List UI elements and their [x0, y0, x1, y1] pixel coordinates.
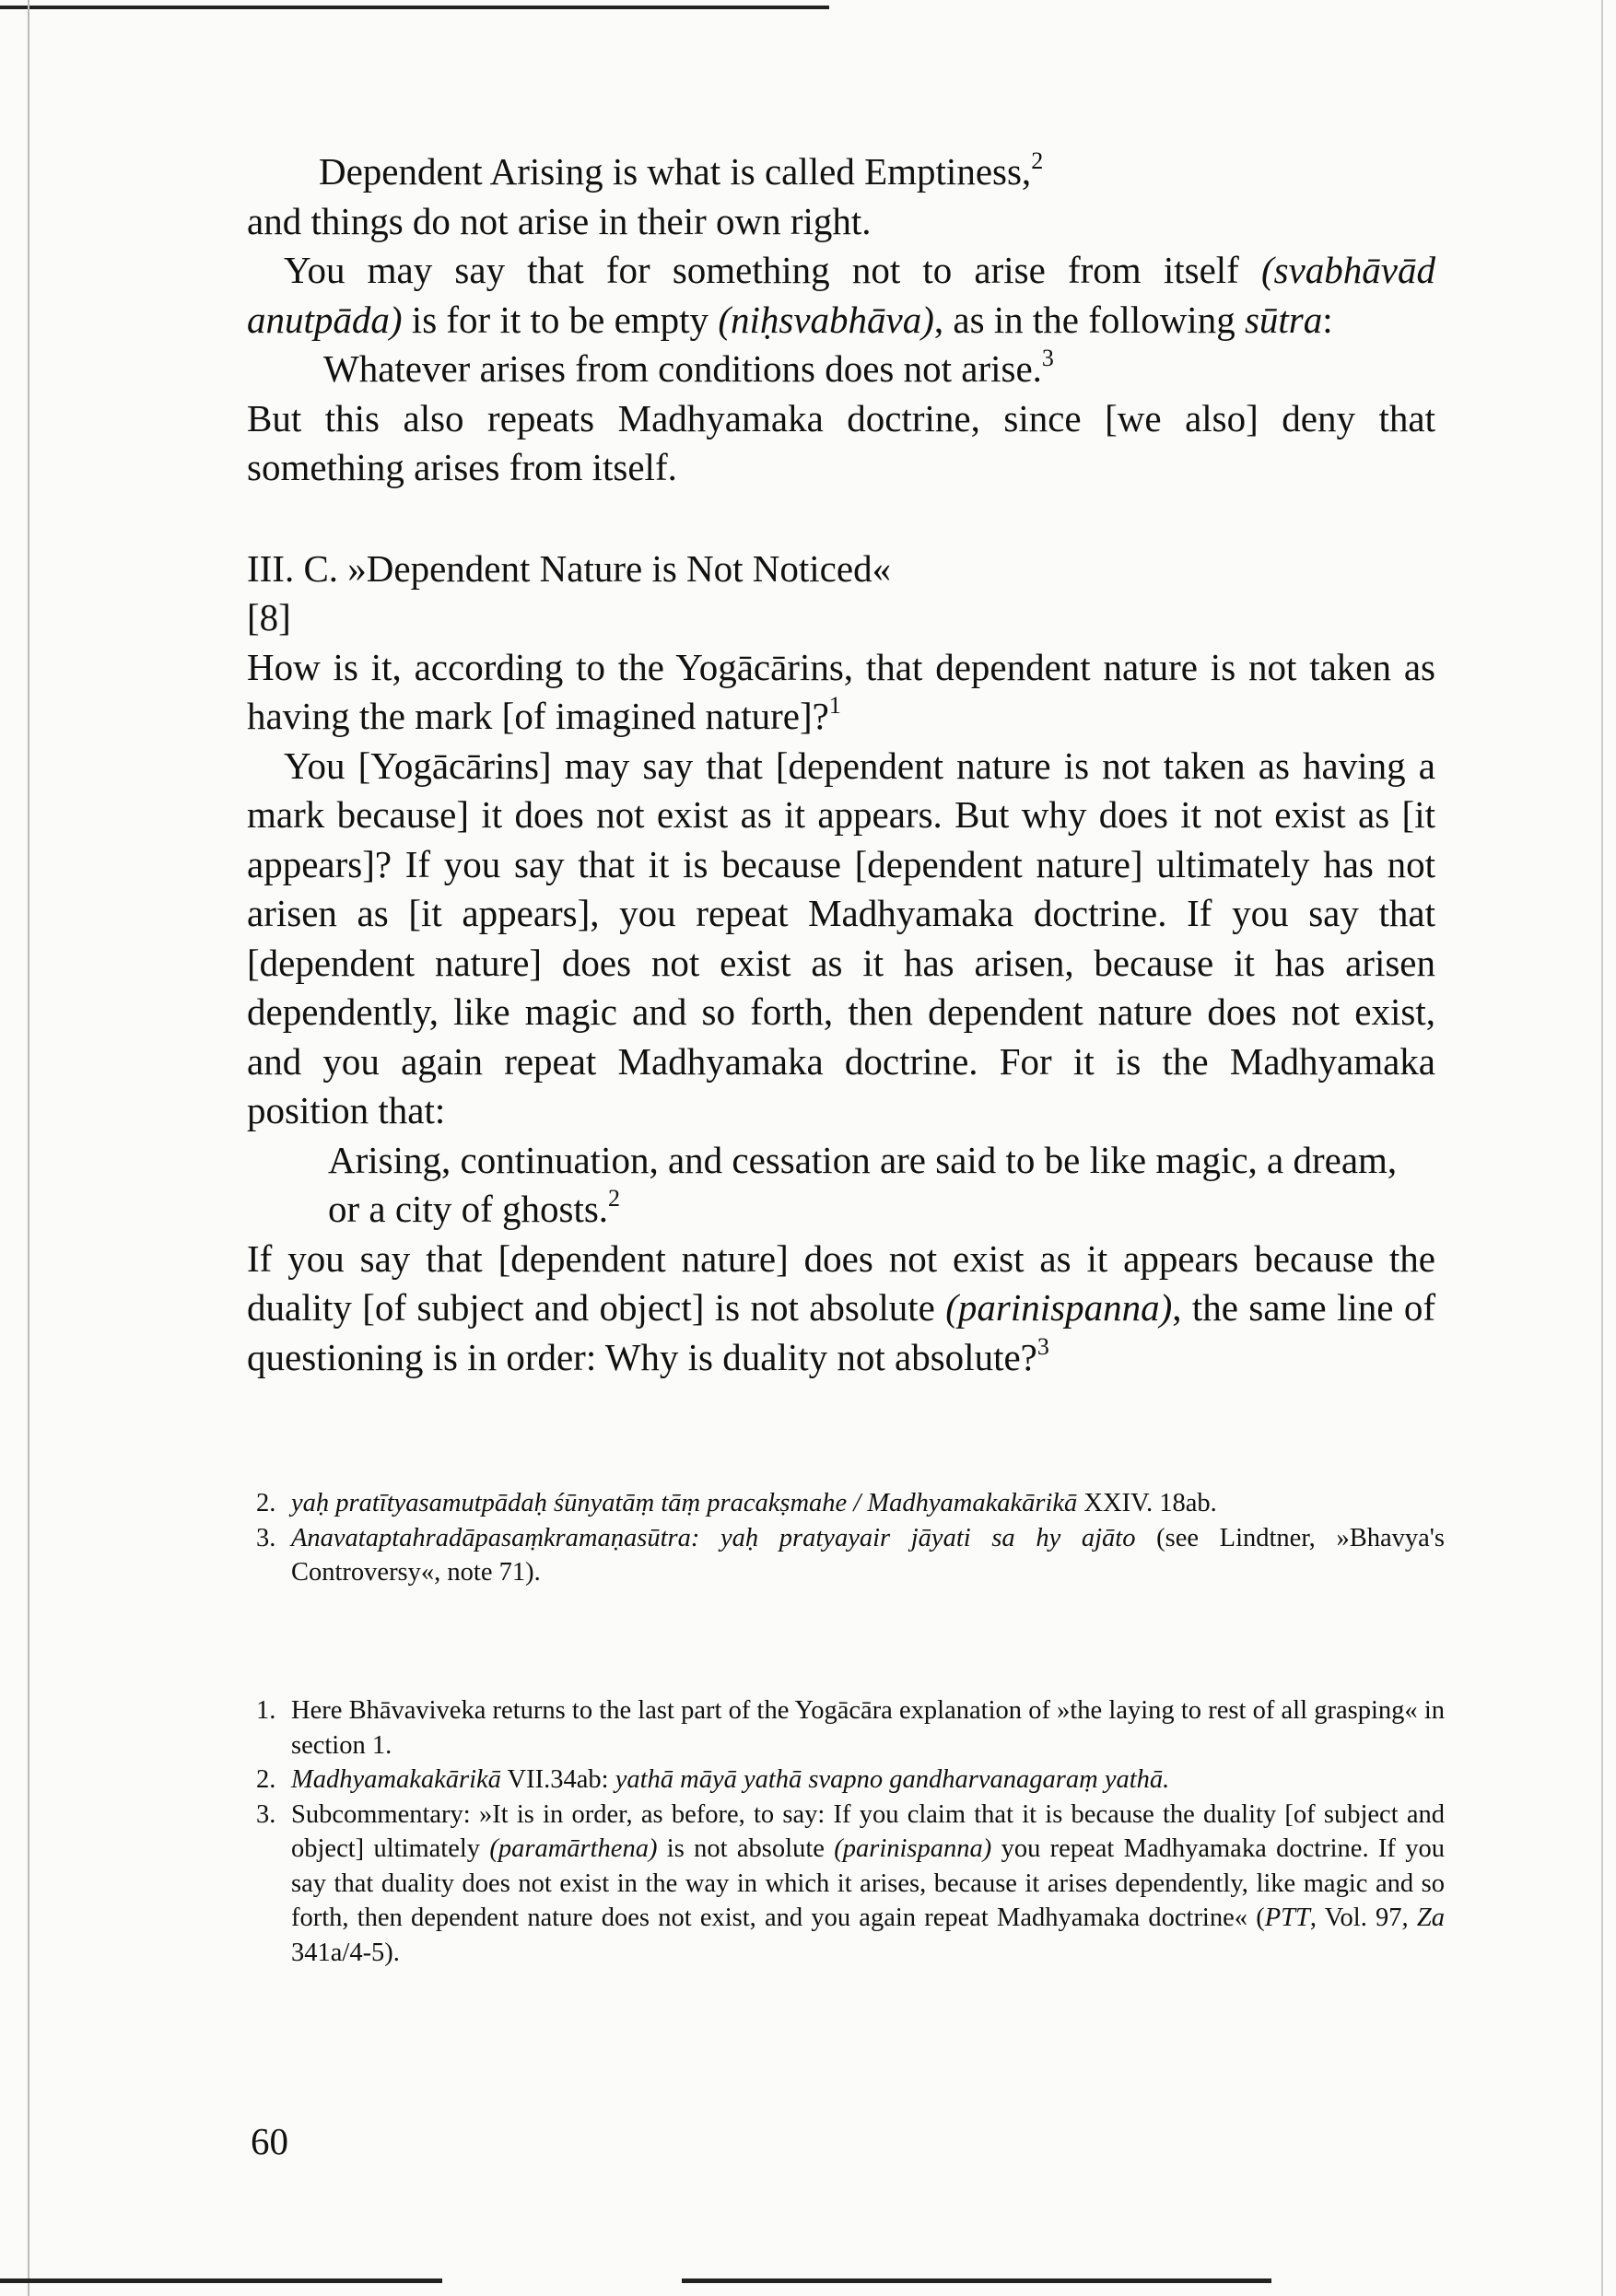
paragraph-5: You [Yogācārins] may say that [dependent nature is not taken as having a mark because] it does not exist as it appears. But why does it not exist as [it appears]? If you say that it is because [dependent nature] ultimately has not arisen as [it appears], you repeat Madhyamaka doctrine. If you say that [dependent nature] does not exist as it has arisen, because it has arisen dependently, like magic and so forth, then dependent nature does not exist, and you again repeat Madhyamaka doctrine. For it is the Madhyamaka position that: [247, 744, 1435, 1131]
footnotes-previous-page [256, 1486, 1445, 1590]
section-heading: III. C. »Dependent Nature is Not Noticed« [247, 546, 892, 590]
footnote-ref: 2 [1031, 147, 1044, 174]
footnote-item: 2. Madhyamakakārikā VII.34ab: yathā māyā yathā svapno gandharvanagaraṃ yathā. [256, 1765, 1170, 1794]
footnote-item: 3. Subcommentary: »It is in order, as before, to say: If you claim that it is because the duality [of subject and object] ultimately (paramārthena) is not absolute (parinispanna) you repeat Madhyamaka doctrine. If you say that duality does not exist in the way in which it arises, because it arises dependently, like magic and so forth, then dependent nature does not exist, and you again repeat Madhyamaka doctrine« (PTT, Vol. 97, Za 341a/4-5). [256, 1799, 1446, 1967]
footnote-ref: 3 [1036, 1332, 1049, 1360]
paragraph-3: But this also repeats Madhyamaka doctrine, since [we also] deny that something arises from itself. [247, 396, 1435, 488]
paragraph-6: If you say that [dependent nature] does not exist as it appears because the duality [of subject and object] is not absolute (parinispanna), the same line of questioning is in order: Why is duality not absolute?$^3$ [247, 1236, 1436, 1378]
footnote-ref: 1 [828, 692, 841, 719]
quote-1: Whatever arises from conditions does not arise.$^3$ [323, 345, 1054, 390]
footnote-item: 1. Here Bhāvaviveka returns to the last part of the Yogācāra explanation of »the laying to rest of all grasping« in section 1. [256, 1696, 1445, 1760]
verse-1: Dependent Arising is what is called Emptiness,$^2$ [319, 147, 1044, 193]
scan-edge-top [0, 6, 829, 9]
scan-edge-right [1601, 0, 1603, 2296]
scan-edge-left [28, 0, 29, 2296]
page-number: 60 [251, 2120, 288, 2162]
paragraph-4: How is it, according to the Yogācārins, that dependent nature is not taken as having the mark [of imagined nature]?$^1$ [247, 645, 1435, 737]
scan-edge-bottom [0, 2278, 1616, 2283]
footnote-item: 2. yaḥ pratītyasamutpādaḥ śūnyatāṃ tāṃ pracakṣmahe / Madhyamakakārikā XXIV. 18ab. [256, 1489, 1217, 1517]
verse-1-cont: and things do not arise in their own right. [247, 199, 872, 242]
footnote-ref: 3 [1041, 345, 1054, 371]
quote-2: Arising, continuation, and cessation are said to be like magic, a dream, or a city of ghosts.$^2$ [328, 1138, 1398, 1230]
section-number: [8] [247, 596, 291, 638]
footnote-ref: 2 [608, 1185, 621, 1212]
footnote-item: 3. Anavataptahradāpasaṃkramaṇasūtra: yaḥ pratyayair jāyati sa hy ajāto (see Lindtner, »Bhavya's Controversy«, note 71). [256, 1523, 1445, 1587]
footnotes-current-page [256, 1693, 1445, 1970]
paragraph-2: You may say that for something not to arise from itself (svabhāvād anutpāda) is for it to be empty (niḥsvabhāva), as in the following sūtra: [247, 249, 1435, 341]
main-text [247, 147, 1435, 1382]
